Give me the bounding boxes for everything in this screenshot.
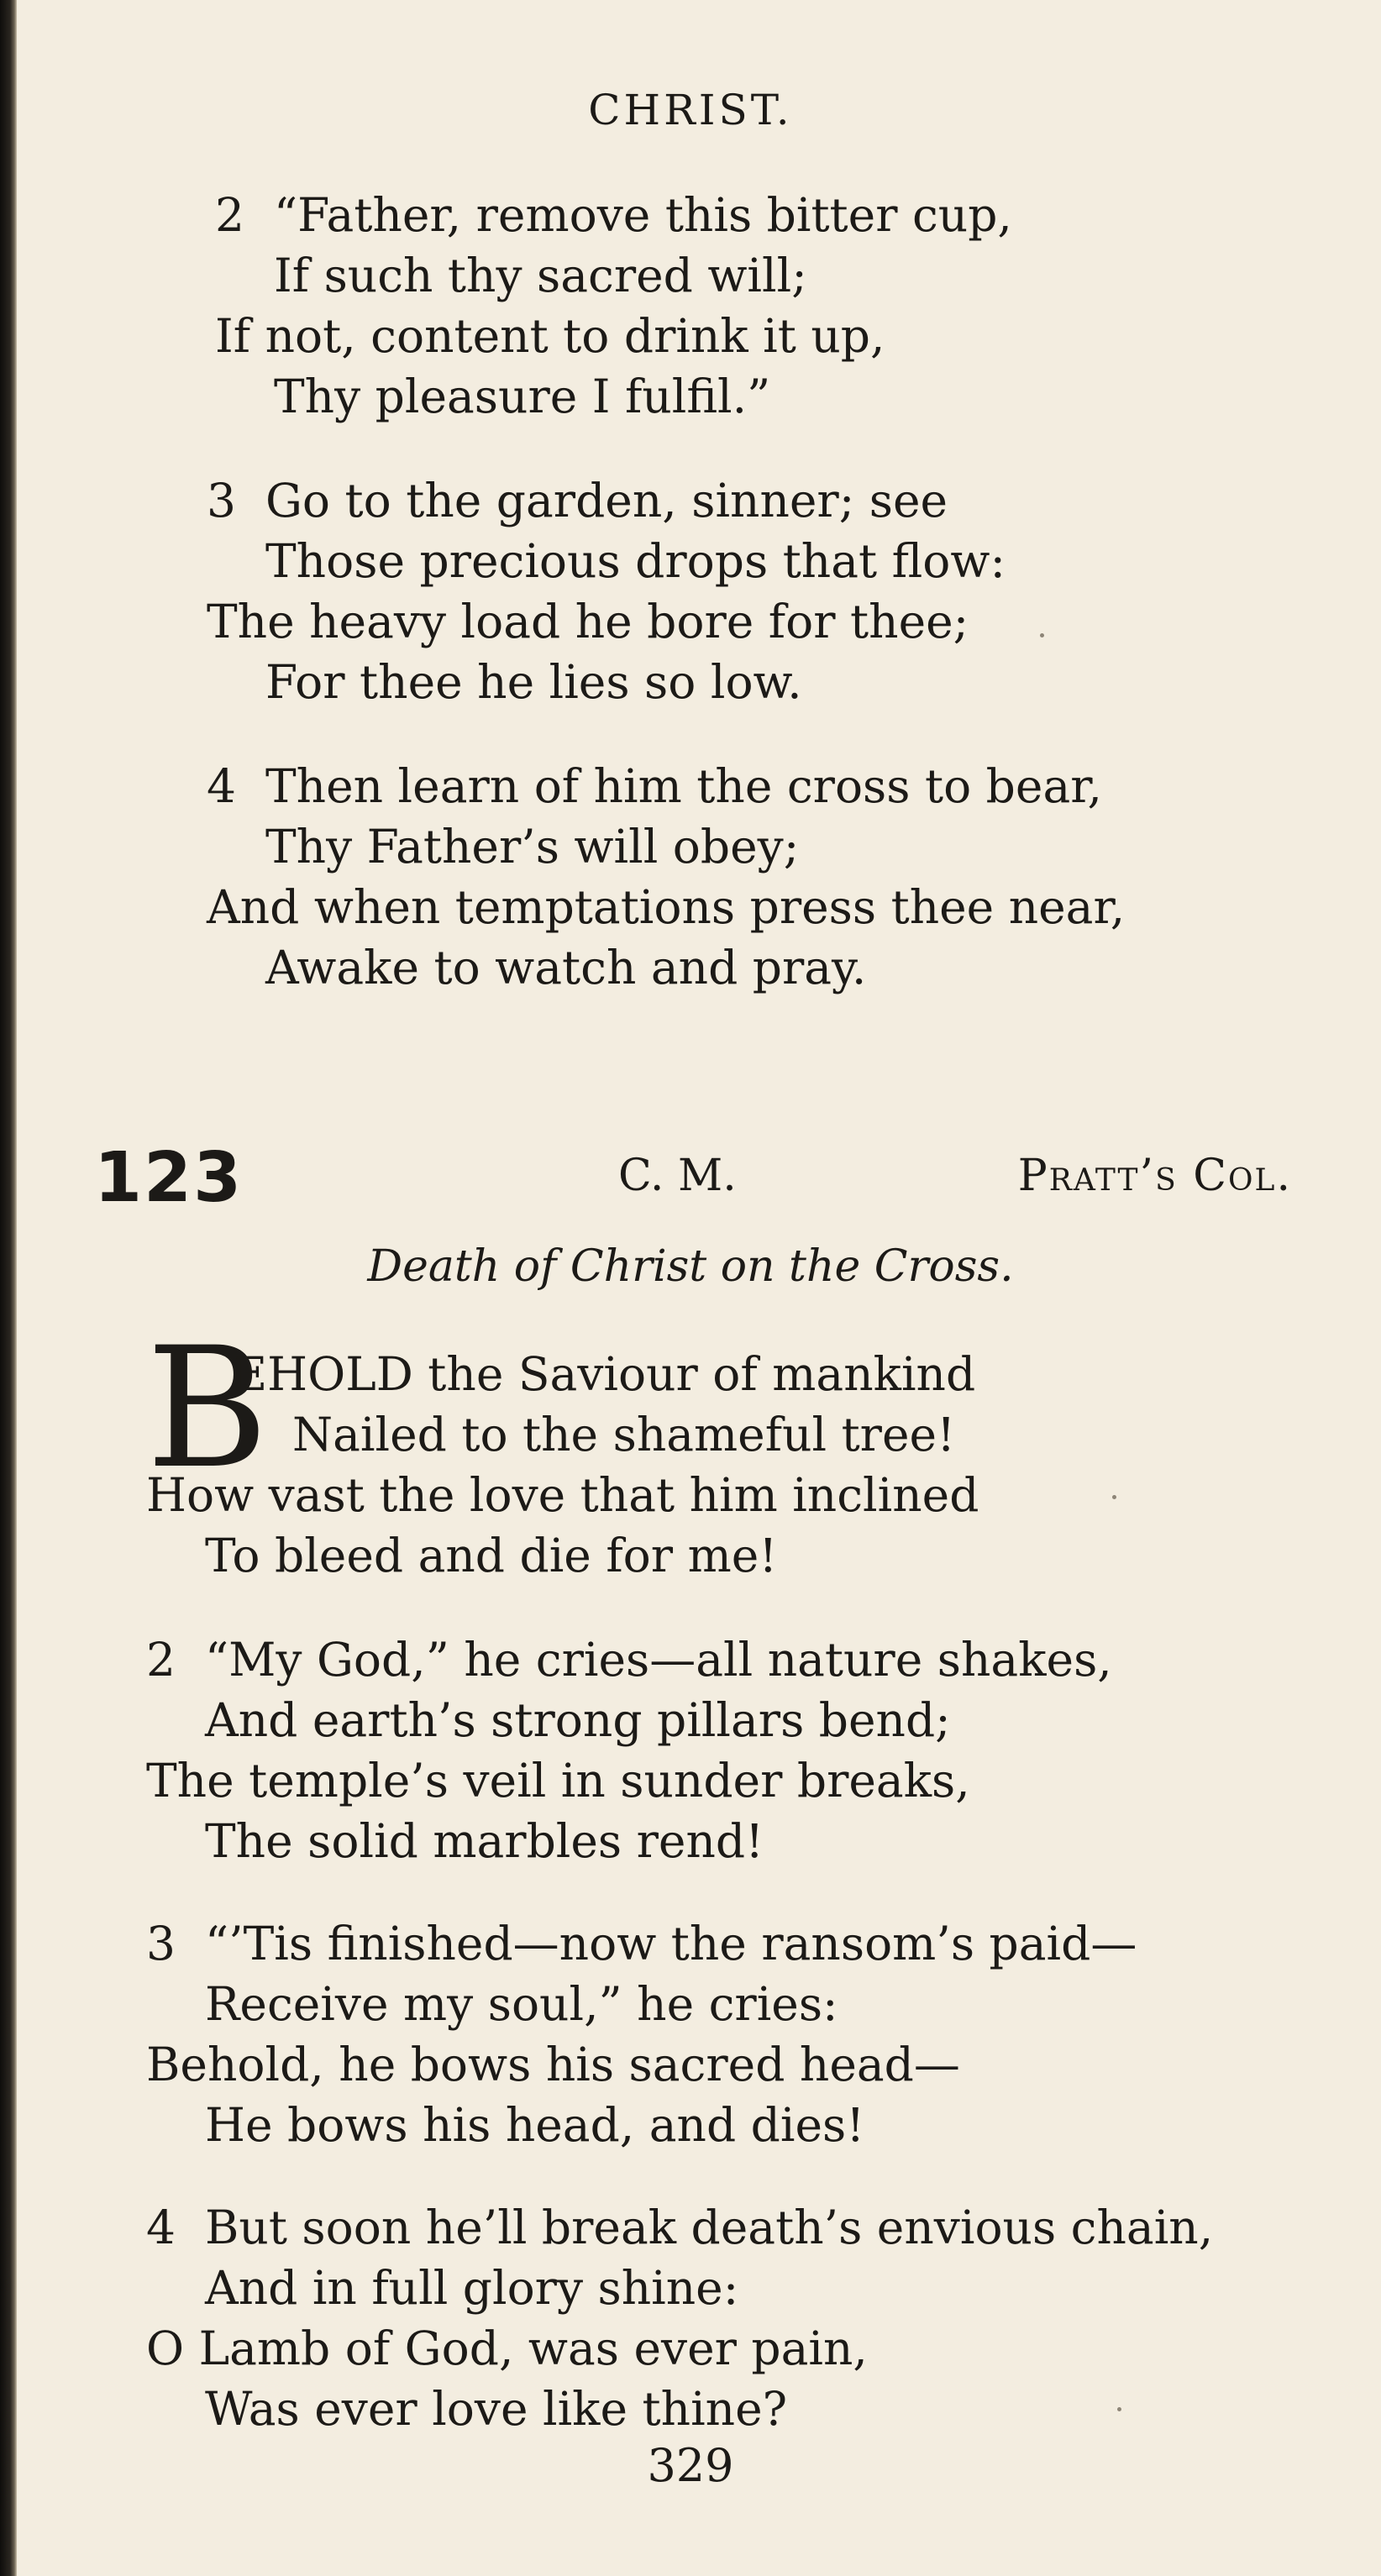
stanza-line: “’Tis finished—now the ransom’s paid— bbox=[205, 1917, 1137, 1970]
stanza-line: “Father, remove this bitter cup, bbox=[274, 188, 1012, 242]
prev-stanza-4 bbox=[207, 756, 1125, 998]
paper-speck bbox=[1112, 1495, 1116, 1499]
stanza-number: 4 bbox=[207, 759, 236, 813]
drop-cap: B bbox=[146, 1311, 269, 1505]
hymn-stanza-2 bbox=[146, 1629, 1112, 1871]
paper-speck bbox=[1117, 2407, 1121, 2411]
hymn-meter: C. M. bbox=[618, 1151, 737, 1201]
stanza-line: Then learn of him the cross to bear, bbox=[265, 759, 1102, 813]
stanza-line: “My God,” he cries—all nature shakes, bbox=[205, 1633, 1112, 1687]
stanza-line: And earth’s strong pillars bend; bbox=[205, 1693, 951, 1747]
stanza-line: The temple’s veil in sunder breaks, bbox=[146, 1754, 970, 1807]
running-head: CHRIST. bbox=[588, 86, 793, 134]
hymn-stanza-3 bbox=[146, 1913, 1137, 2155]
stanza-line: Those precious drops that flow: bbox=[265, 534, 1006, 588]
paper-speck bbox=[1040, 633, 1044, 637]
stanza-line: Awake to watch and pray. bbox=[265, 941, 867, 994]
stanza-line: Thy Father’s will obey; bbox=[265, 820, 800, 874]
hymn-source: Pratt’s Col. bbox=[1017, 1151, 1292, 1201]
stanza-line: Nailed to the shameful tree! bbox=[292, 1408, 956, 1461]
page-number: 329 bbox=[647, 2439, 734, 2492]
stanza-line: To bleed and die for me! bbox=[205, 1529, 778, 1582]
prev-stanza-3 bbox=[207, 470, 1006, 712]
stanza-line: If such thy sacred will; bbox=[274, 249, 807, 302]
stanza-line: Behold, he bows his sacred head— bbox=[146, 2038, 960, 2091]
stanza-line: And when temptations press thee near, bbox=[207, 880, 1126, 934]
stanza-line: And in full glory shine: bbox=[205, 2261, 739, 2315]
hymn-stanza-4 bbox=[146, 2197, 1213, 2439]
stanza-line: O Lamb of God, was ever pain, bbox=[146, 2322, 868, 2375]
stanza-line: Go to the garden, sinner; see bbox=[265, 474, 948, 527]
stanza-line: EHOLD the Saviour of mankind bbox=[234, 1347, 976, 1401]
stanza-line: For thee he lies so low. bbox=[265, 655, 802, 709]
stanza-line: If not, content to drink it up, bbox=[215, 309, 885, 363]
stanza-line: He bows his head, and dies! bbox=[205, 2098, 865, 2152]
hymn-title: Death of Christ on the Cross. bbox=[367, 1241, 1014, 1292]
prev-stanza-2 bbox=[215, 185, 1012, 427]
stanza-number: 2 bbox=[146, 1633, 176, 1687]
stanza-number: 4 bbox=[146, 2201, 176, 2254]
stanza-line: The heavy load he bore for thee; bbox=[207, 595, 969, 648]
stanza-line: But soon he’ll break death’s envious chain, bbox=[205, 2201, 1214, 2254]
hymn-number: 123 bbox=[94, 1138, 244, 1218]
stanza-line: Thy pleasure I fulfil.” bbox=[274, 370, 771, 423]
hymn-stanza-1 bbox=[146, 1344, 979, 1586]
stanza-line: How vast the love that him inclined bbox=[146, 1468, 979, 1522]
stanza-line: The solid marbles rend! bbox=[205, 1814, 764, 1868]
stanza-line: Was ever love like thine? bbox=[205, 2382, 788, 2436]
stanza-line: Receive my soul,” he cries: bbox=[205, 1977, 838, 2031]
stanza-number: 3 bbox=[207, 474, 236, 527]
stanza-number: 2 bbox=[215, 188, 244, 242]
stanza-number: 3 bbox=[146, 1917, 176, 1970]
